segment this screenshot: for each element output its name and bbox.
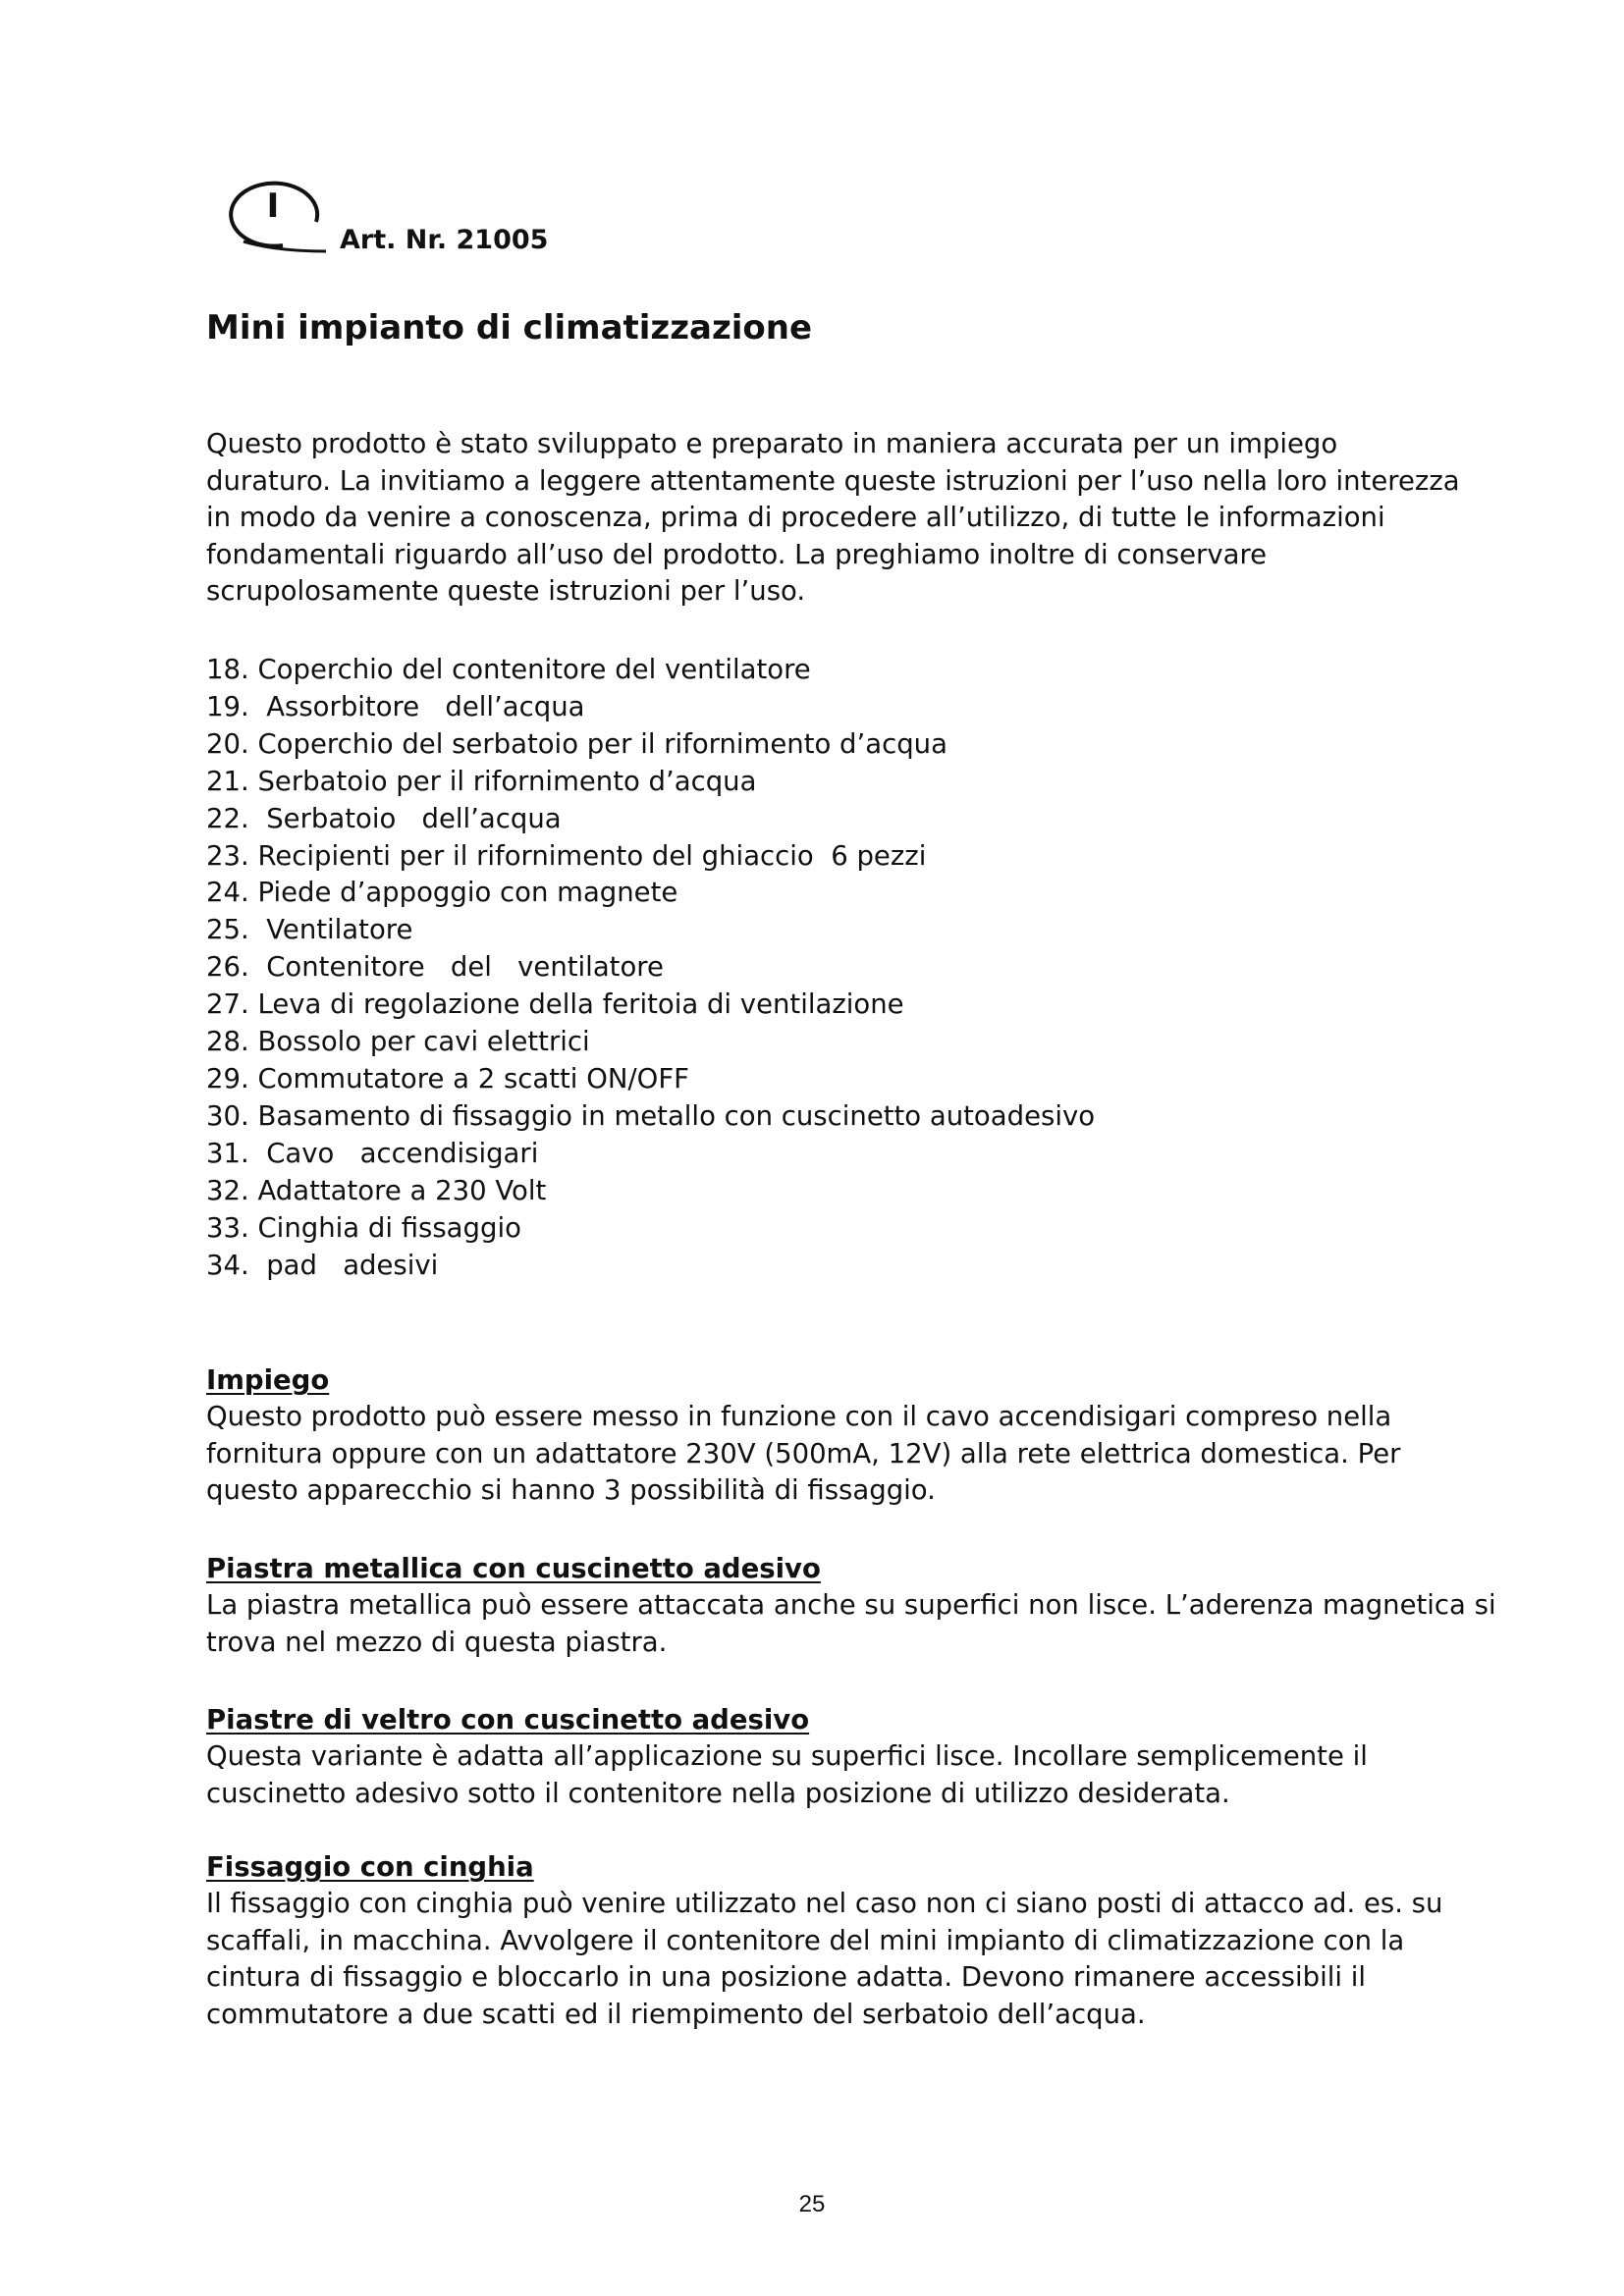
intro-line: duraturo. La invitiamo a leggere attentamente queste istruzioni per l’uso nella loro interezza — [206, 464, 1460, 497]
parts-list-item: 23. Recipienti per il rifornimento del ghiaccio 6 pezzi — [206, 839, 927, 872]
parts-list-item: 20. Coperchio del serbatoio per il rifornimento d’acqua — [206, 727, 947, 760]
page-number: 25 — [798, 2191, 826, 2217]
parts-list-item: 33. Cinghia di fissaggio — [206, 1211, 521, 1244]
section-body-fissaggio-cinghia — [206, 1886, 1502, 2033]
parts-list-item: 26. Contenitore del ventilatore — [206, 951, 664, 984]
parts-list-item: 27. Leva di regolazione della feritoia di ventilazione — [206, 988, 904, 1021]
section-line: cintura di fissaggio e bloccarlo in una posizione adatta. Devono rimanere accessibili il — [206, 1961, 1367, 1994]
parts-list-item: 30. Basamento di fissaggio in metallo con cuscinetto autoadesivo — [206, 1099, 1096, 1132]
country-code-letter: I — [266, 187, 280, 226]
section-piastra-metallica — [206, 1551, 1502, 1661]
section-line: cuscinetto adesivo sotto il contenitore nella posizione di utilizzo desiderata. — [206, 1777, 1230, 1809]
section-line: La piastra metallica può essere attaccata anche su superfici non lisce. L’aderenza magnetica si — [206, 1589, 1496, 1621]
section-line: trova nel mezzo di questa piastra. — [206, 1626, 668, 1658]
section-heading-impiego: Impiego — [206, 1364, 330, 1396]
section-piastre-veltro — [206, 1702, 1502, 1812]
intro-line: scrupolosamente queste istruzioni per l’uso. — [206, 575, 806, 608]
section-body-piastre-veltro — [206, 1738, 1502, 1812]
parts-list-item: 29. Commutatore a 2 scatti ON/OFF — [206, 1062, 689, 1095]
parts-list-item: 25. Ventilatore — [206, 914, 413, 946]
section-line: Questa variante è adatta all’applicazione su superfici lisce. Incollare semplicemente il — [206, 1740, 1368, 1772]
parts-list-item: 19. Assorbitore dell’acqua — [206, 690, 585, 722]
document-title: Mini impianto di climatizzazione — [206, 308, 813, 347]
section-line: Il fissaggio con cinghia può venire utilizzato nel caso non ci siano posti di attacco ad. es. su — [206, 1888, 1443, 1919]
section-body-piastra-metallica — [206, 1587, 1502, 1661]
intro-paragraph — [206, 426, 1483, 611]
section-line: Questo prodotto può essere messo in funzione con il cavo accendisigari compreso nella — [206, 1401, 1392, 1432]
parts-list-item: 31. Cavo accendisigari — [206, 1137, 539, 1169]
section-line: fornitura oppure con un adattatore 230V (500mA, 12V) alla rete elettrica domestica. Per — [206, 1437, 1401, 1469]
section-body-impiego — [206, 1399, 1502, 1510]
parts-list-item: 24. Piede d’appoggio con magnete — [206, 877, 678, 909]
parts-list-item: 21. Serbatoio per il rifornimento d’acqua — [206, 765, 757, 797]
parts-list-item: 18. Coperchio del contenitore del ventilatore — [206, 654, 811, 685]
article-number: Art. Nr. 21005 — [340, 225, 549, 255]
parts-list-item: 32. Adattatore a 230 Volt — [206, 1174, 547, 1206]
parts-list-item: 22. Serbatoio dell’acqua — [206, 802, 562, 834]
section-line: scaffali, in macchina. Avvolgere il contenitore del mini impianto di climatizzazione con la — [206, 1924, 1405, 1956]
parts-list — [206, 652, 1095, 1284]
section-heading-piastre-veltro: Piastre di veltro con cuscinetto adesivo — [206, 1704, 810, 1735]
section-line: commutatore a due scatti ed il riempimento del serbatoio dell’acqua. — [206, 1998, 1146, 2030]
intro-line: Questo prodotto è stato sviluppato e preparato in maniera accurata per un impiego — [206, 428, 1338, 459]
section-line: questo apparecchio si hanno 3 possibilità di fissaggio. — [206, 1474, 936, 1507]
country-code-badge — [218, 173, 330, 257]
section-impiego — [206, 1362, 1502, 1510]
intro-line: fondamentali riguardo all’uso del prodotto. La preghiamo inoltre di conservare — [206, 538, 1268, 570]
parts-list-item: 28. Bossolo per cavi elettrici — [206, 1026, 590, 1058]
parts-list-item: 34. pad adesivi — [206, 1249, 439, 1281]
section-heading-piastra-metallica: Piastra metallica con cuscinetto adesivo — [206, 1553, 821, 1584]
section-heading-fissaggio-cinghia: Fissaggio con cinghia — [206, 1851, 534, 1883]
intro-line: in modo da venire a conoscenza, prima di procedere all’utilizzo, di tutte le informazioni — [206, 502, 1385, 534]
section-fissaggio-cinghia — [206, 1849, 1502, 2033]
